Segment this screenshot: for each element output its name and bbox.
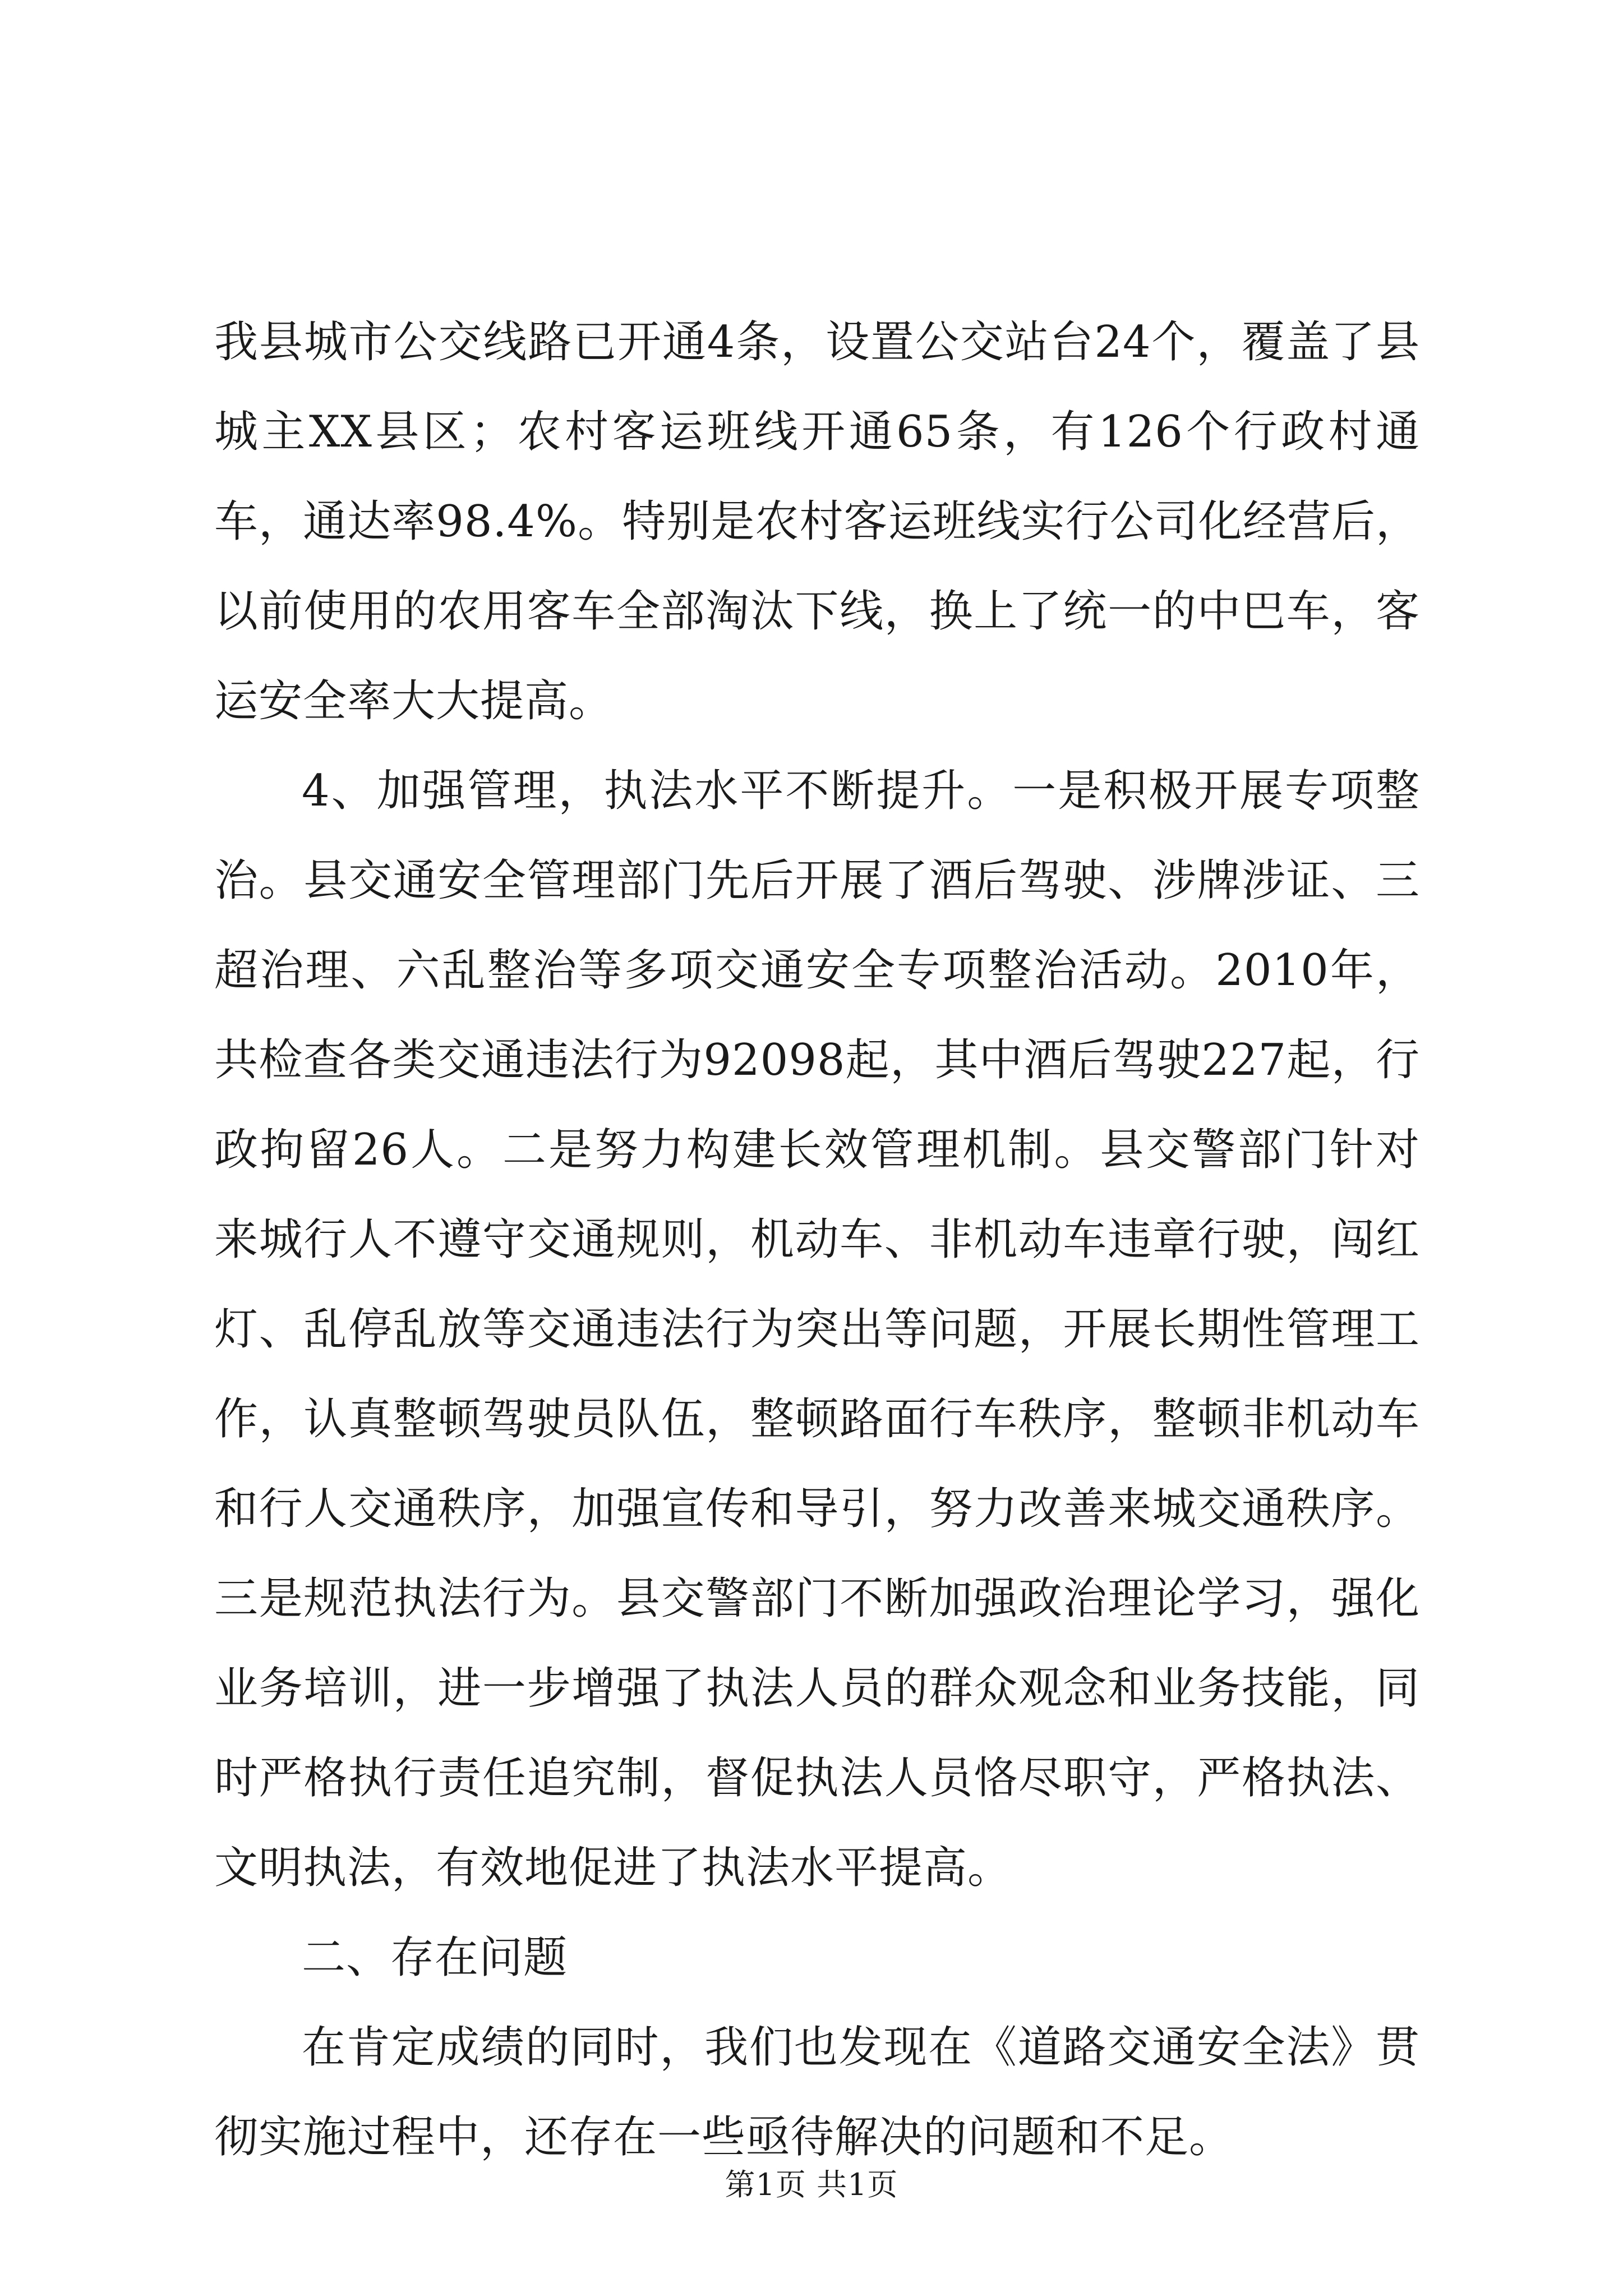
section-heading-problems: 二、存在问题 (302, 1932, 568, 1983)
paragraph-management: 4、加强管理，执法水平不断提升。一是积极开展专项整治。县交通安全管理部门先后开展了酒后驾驶、涉牌涉证、三超治理、六乱整治等多项交通安全专项整治活动。2010年，共检查各类交通违法行为92098起，其中酒后驾驶227起，行政拘留26人。二是努力构建长效管理机制。县交警部门针对来城行人不遵守交通规则，机动车、非机动车违章行驶，闯红灯、乱停乱放等交通违法行为突出等问题，开展长期性管理工作，认真整顿驾驶员队伍，整顿路面行车秩序，整顿非机动车和行人交通秩序，加强宣传和导引，努力改善来城交通秩序。三是规范执法行为。县交警部门不断加强政治理论学习，强化业务培训，进一步增强了执法人员的群众观念和业务技能，同时严格执行责任追究制，督促执法人员恪尽职守，严格执法、文明执法，有效地促进了执法水平提高。 (214, 766, 1420, 1893)
page-footer (0, 2165, 1623, 2205)
paragraph-transit: 我县城市公交线路已开通4条，设置公交站台24个，覆盖了县城主XX县区；农村客运班线开通65条，有126个行政村通车，通达率98.4%。特别是农村客运班线实行公司化经营后，以前使用的农用客车全部淘汰下线，换上了统一的中巴车，客运安全率大大提高。 (214, 317, 1420, 726)
paragraph-problems-intro: 在肯定成绩的同时，我们也发现在《道路交通安全法》贯彻实施过程中，还存在一些亟待解决的问题和不足。 (214, 2022, 1420, 2162)
page-number-label: 第1页 共1页 (725, 2167, 898, 2202)
document-body (214, 297, 1420, 2182)
